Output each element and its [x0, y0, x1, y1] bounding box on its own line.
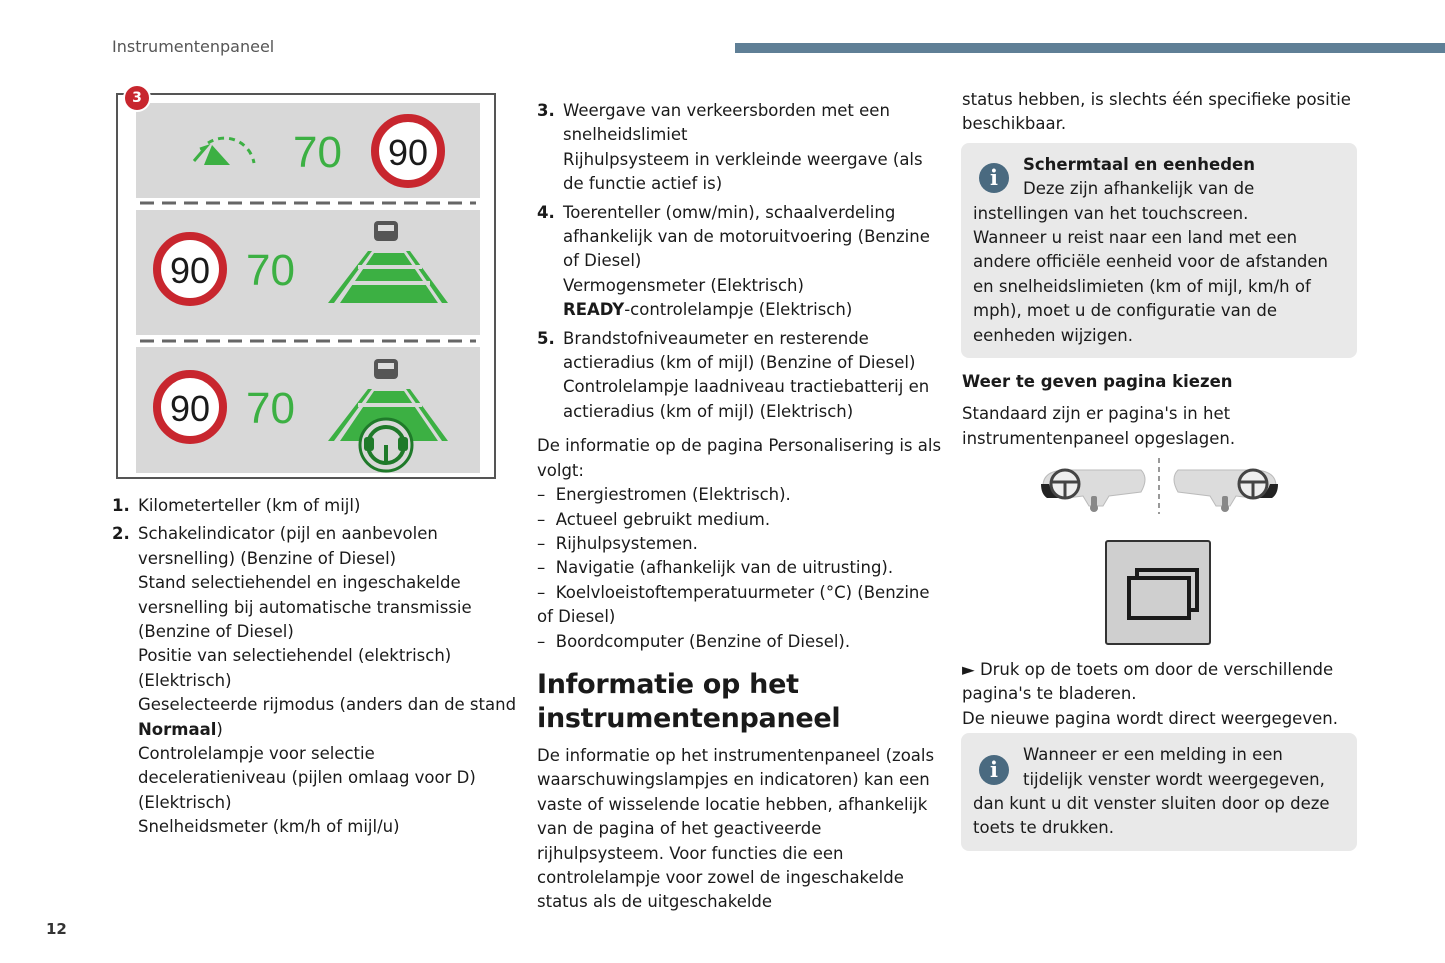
item-line: Rijhulpsysteem in verkleinde weergave (als de functie actief is) [563, 149, 923, 194]
item-line: Weergave van verkeersborden met een snelheidslimiet [563, 101, 890, 145]
item-line: Controlelampje voor selectie deceleratieniveau (pijlen omlaag voor D) (Elektrisch) [138, 744, 476, 812]
item-line: Stand selectiehendel en ingeschakelde versnelling bij automatische transmissie (Benzine of Diesel) [138, 573, 472, 642]
info-note-popup [961, 733, 1357, 851]
ready-bold: READY [563, 300, 625, 320]
list-item [112, 522, 517, 839]
note-text: Wanneer er een melding in een tijdelijk venster wordt weergegeven, dan kunt u dit venster sluiten door op deze toets te drukken. [973, 745, 1330, 838]
speed-limit-sign-3-value: 90 [169, 388, 211, 429]
info-note-units [961, 143, 1357, 358]
page-number: 12 [46, 920, 67, 938]
item-line: Vermogensmeter (Elektrisch) [563, 275, 804, 295]
list-item [112, 494, 517, 518]
legend-list-middle [537, 99, 942, 424]
speed-limit-sign-3 [157, 374, 223, 440]
speed-limit-sign-1 [375, 118, 441, 184]
drive-mode-text: Geselecteerde rijmodus (anders dan de stand [138, 695, 517, 715]
steering-wheel-icon-right [1239, 470, 1267, 498]
item-number: 5. [537, 328, 555, 348]
left-column [112, 494, 517, 844]
hands-on-wheel-icon [360, 419, 412, 471]
section-body-continued: status hebben, is slechts één specifieke positie beschikbaar. [962, 90, 1351, 134]
info-icon: i [979, 163, 1009, 193]
note-text-2: Wanneer u reist naar een land met een andere officiële eenheid voor de afstanden en snelheidslimieten (km of mijl, km/h of mph), moet u de configuratie van de eenheden wijzigen. [973, 228, 1329, 345]
current-speed-1: 70 [293, 128, 342, 177]
pages-icon [1129, 570, 1197, 618]
drive-mode-bold: Normaal [138, 719, 217, 739]
pages-instruction-text: Druk op de toets om door de verschillende pagina's te bladeren. [962, 660, 1334, 704]
item-number: 2. [112, 524, 130, 544]
note-text: Deze zijn afhankelijk van de instellingen van het touchscreen. [973, 179, 1255, 223]
item-line-ready [563, 298, 942, 322]
steering-wheel-icon-left [1051, 470, 1079, 498]
pages-result: De nieuwe pagina wordt direct weergegeven. [962, 708, 1338, 728]
note-title: Schermtaal en eenheden [1023, 154, 1255, 174]
speed-limit-sign-2-value: 90 [169, 250, 211, 291]
list-item: – Rijhulpsystemen. [537, 532, 942, 556]
item-number: 4. [537, 202, 555, 222]
list-item [537, 201, 942, 323]
legend-list-left [112, 494, 517, 840]
list-item [537, 99, 942, 197]
item-line: Positie van selectiehendel (elektrisch) (Elektrisch) [138, 646, 452, 690]
personalisation-list [537, 483, 942, 654]
list-item: – Koelvloeistoftemperatuurmeter (°C) (Benzine of Diesel) [537, 581, 942, 630]
list-item [537, 327, 942, 425]
list-item: – Navigatie (afhankelijk van de uitrusting). [537, 556, 942, 580]
item-line: Schakelindicator (pijl en aanbevolen versnelling) (Benzine of Diesel) [138, 524, 438, 568]
steering-controls-figure [1037, 456, 1282, 520]
page-toggle-button[interactable] [1105, 540, 1211, 645]
list-item: – Actueel gebruikt medium. [537, 508, 942, 532]
middle-column [537, 99, 942, 915]
item-line-drive-mode [138, 693, 517, 742]
drive-mode-close: ) [216, 719, 223, 739]
page-header-title: Instrumentenpaneel [112, 37, 275, 56]
pages-intro: Standaard zijn er pagina's in het instrumentenpaneel opgeslagen. [962, 404, 1236, 448]
arrow-bullet-icon: ► [962, 660, 980, 679]
speed-limit-sign-2 [157, 236, 223, 302]
section-heading: Informatie op het instrumentenpaneel [537, 668, 841, 734]
list-item: – Boordcomputer (Benzine of Diesel). [537, 630, 942, 654]
item-line: Snelheidsmeter (km/h of mijl/u) [138, 817, 400, 837]
item-number: 1. [112, 496, 130, 515]
item-line: Toerenteller (omw/min), schaalverdeling afhankelijk van de motoruitvoering (Benzine of Diesel) [563, 202, 930, 271]
list-item: – Energiestromen (Elektrisch). [537, 483, 942, 507]
speed-limit-sign-1-value: 90 [387, 132, 429, 173]
ready-text: -controlelampje (Elektrisch) [624, 300, 853, 320]
item-line: Kilometerteller (km of mijl) [138, 496, 361, 515]
current-speed-3: 70 [246, 384, 295, 433]
right-column-after-figure [962, 658, 1362, 861]
section-body: De informatie op het instrumentenpaneel (zoals waarschuwingslampjes en indicatoren) kan een vaste of wisselende locatie hebben, afhankelijk van de pagina of het geactiveerde rijhulpsysteem. Voor functies die een controlelampje voor zowel de ingeschakelde status als de uitgeschakelde [537, 745, 935, 912]
figure-number-badge: 3 [123, 84, 151, 112]
pages-instruction [962, 658, 1362, 707]
right-column [962, 88, 1362, 451]
info-icon: i [979, 755, 1009, 785]
item-line: Controlelampje laadniveau tractiebatterij en actieradius (km of mijl) (Elektrisch) [563, 377, 930, 421]
current-speed-2: 70 [246, 246, 295, 295]
header-accent-bar [735, 43, 1445, 53]
instrument-panel-figure [116, 93, 496, 479]
personalisation-intro: De informatie op de pagina Personalisering is als volgt: [537, 436, 942, 480]
pages-heading: Weer te geven pagina kiezen [962, 372, 1233, 392]
item-number: 3. [537, 101, 555, 120]
item-line: Brandstofniveaumeter en resterende actieradius (km of mijl) (Benzine of Diesel) [563, 328, 916, 373]
